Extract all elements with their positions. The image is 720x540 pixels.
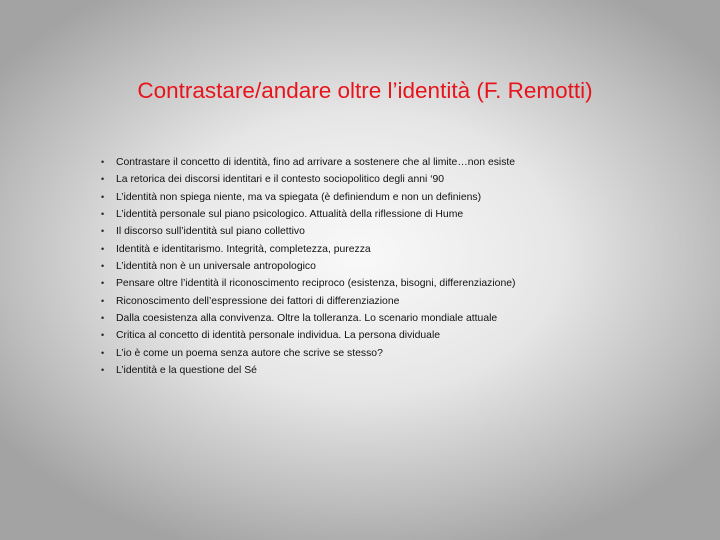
- bullet-item: [100, 241, 700, 258]
- bullet-marker-icon: •: [101, 365, 105, 376]
- bullet-item: [100, 310, 700, 327]
- bullet-marker-icon: •: [101, 261, 105, 272]
- bullet-text: L’identità personale sul piano psicologico. Attualità della riflessione di Hume: [116, 209, 464, 221]
- bullet-marker-icon: •: [101, 243, 105, 254]
- bullet-text: L’identità non è un universale antropologico: [116, 261, 316, 273]
- bullet-list: [100, 154, 700, 379]
- bullet-marker-icon: •: [101, 330, 105, 341]
- bullet-item: [100, 189, 700, 206]
- bullet-marker-icon: •: [101, 278, 105, 289]
- bullet-marker-icon: •: [101, 313, 105, 324]
- bullet-marker-icon: •: [101, 191, 105, 202]
- bullet-text: La retorica dei discorsi identitari e il contesto sociopolitico degli anni ‘90: [116, 174, 445, 186]
- bullet-item: [100, 206, 700, 223]
- bullet-marker-icon: •: [101, 209, 105, 220]
- bullet-marker-icon: •: [101, 347, 105, 358]
- bullet-item: [100, 362, 700, 379]
- bullet-item: [100, 293, 700, 310]
- bullet-item: [100, 258, 700, 275]
- slide-title: Contrastare/andare oltre l’identità (F. Remotti): [137, 78, 593, 103]
- bullet-text: L’identità e la questione del Sé: [116, 365, 257, 377]
- bullet-item: [100, 154, 700, 171]
- bullet-text: Il discorso sull’identità sul piano collettivo: [116, 226, 305, 238]
- bullet-marker-icon: •: [101, 174, 105, 185]
- bullet-text: Riconoscimento dell’espressione dei fattori di differenziazione: [116, 295, 400, 307]
- bullet-text: Dalla coesistenza alla convivenza. Oltre la tolleranza. Lo scenario mondiale attuale: [116, 313, 498, 325]
- bullet-item: [100, 275, 700, 292]
- bullet-item: [100, 171, 700, 188]
- bullet-text: L’io è come un poema senza autore che scrive se stesso?: [116, 347, 383, 359]
- bullet-marker-icon: •: [101, 226, 105, 237]
- bullet-text: Pensare oltre l’identità il riconoscimento reciproco (esistenza, bisogni, differenziazione): [116, 278, 516, 290]
- bullet-marker-icon: •: [101, 295, 105, 306]
- bullet-text: L’identità non spiega niente, ma va spiegata (è definiendum e non un definiens): [116, 191, 482, 203]
- bullet-item: [100, 327, 700, 344]
- bullet-text: Critica al concetto di identità personale individua. La persona dividuale: [116, 330, 441, 342]
- bullet-text: Contrastare il concetto di identità, fino ad arrivare a sostenere che al limite…non esiste: [116, 157, 516, 168]
- bullet-item: [100, 223, 700, 240]
- bullet-item: [100, 345, 700, 362]
- bullet-marker-icon: •: [101, 157, 105, 167]
- bullet-text: Identità e identitarismo. Integrità, completezza, purezza: [116, 243, 371, 255]
